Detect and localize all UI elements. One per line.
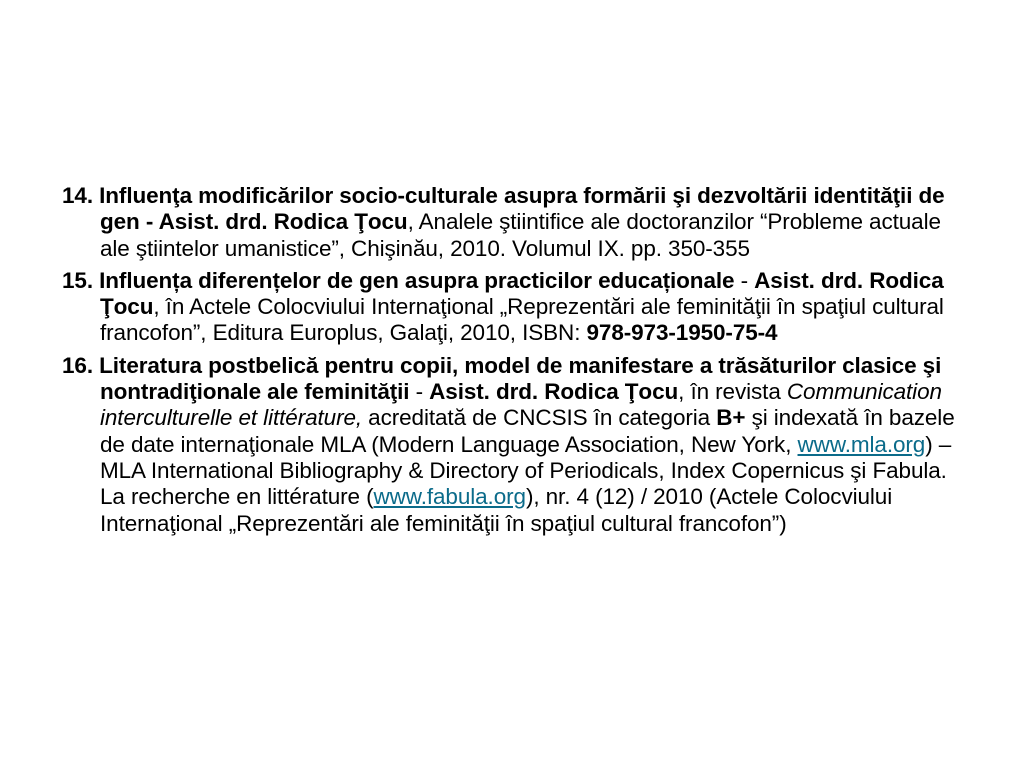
reference-author: Asist. drd. Rodica Ţocu <box>429 379 679 405</box>
reference-title: Influența diferențelor de gen asupra practicilor educaționale <box>99 267 735 293</box>
reference-title: Literatura postbelică pentru copii, model de manifestare a trăsăturilor clasice şi nontradiţionale ale feminităţii <box>99 352 942 405</box>
reference-item-16 <box>62 353 962 537</box>
reference-in-review: , în revista <box>678 379 787 405</box>
reference-details: , Analele ştiintifice ale doctoranzilor “Probleme actuale ale ştiintelor umanistice”, Chişinău, 2010. Volumul IX. pp. 350-355 <box>100 209 941 261</box>
reference-isbn: 978-973-1950-75-4 <box>586 320 778 346</box>
reference-issue-details: ), nr. 4 (12) / 2010 (Actele Colocviului Internaţional „Reprezentări ale feminităţii în spaţiul cultural francofon”) <box>100 484 893 536</box>
reference-list <box>62 183 962 543</box>
reference-item-14 <box>62 183 962 262</box>
reference-indexing-continued: ) – MLA International Bibliography & Directory of Periodicals, Index Copernicus şi Fabula. La recherche en littérature ( <box>100 431 952 510</box>
mla-link[interactable]: www.mla.org <box>797 431 926 457</box>
reference-indexing: şi indexată în bazele de date internaţionale MLA (Modern Language Association, New York, <box>100 405 955 457</box>
fabula-link[interactable]: www.fabula.org <box>373 484 526 510</box>
reference-separator: - <box>734 267 755 293</box>
reference-journal: Communication interculturelle et littérature, <box>100 379 942 431</box>
reference-details: , în Actele Colocviului Internaţional „Reprezentări ale feminităţii în spaţiul cultural francofon”, Editura Europlus, Galaţi, 2010, ISBN: <box>100 294 944 346</box>
reference-author: Asist. drd. Rodica Ţocu <box>100 267 944 320</box>
reference-number: 16. <box>62 352 93 378</box>
reference-separator: - <box>139 209 159 235</box>
reference-item-15 <box>62 268 962 347</box>
reference-number: 15. <box>62 267 93 293</box>
reference-separator: - <box>409 379 430 405</box>
reference-category: B+ <box>716 405 746 431</box>
reference-accreditation: acreditată de CNCSIS în categoria <box>362 405 717 431</box>
reference-author: Asist. drd. Rodica Ţocu <box>158 209 408 235</box>
reference-title: Influenţa modificărilor socio-culturale asupra formării şi dezvoltării identităţii de gen <box>99 183 945 235</box>
reference-number: 14. <box>62 183 93 208</box>
